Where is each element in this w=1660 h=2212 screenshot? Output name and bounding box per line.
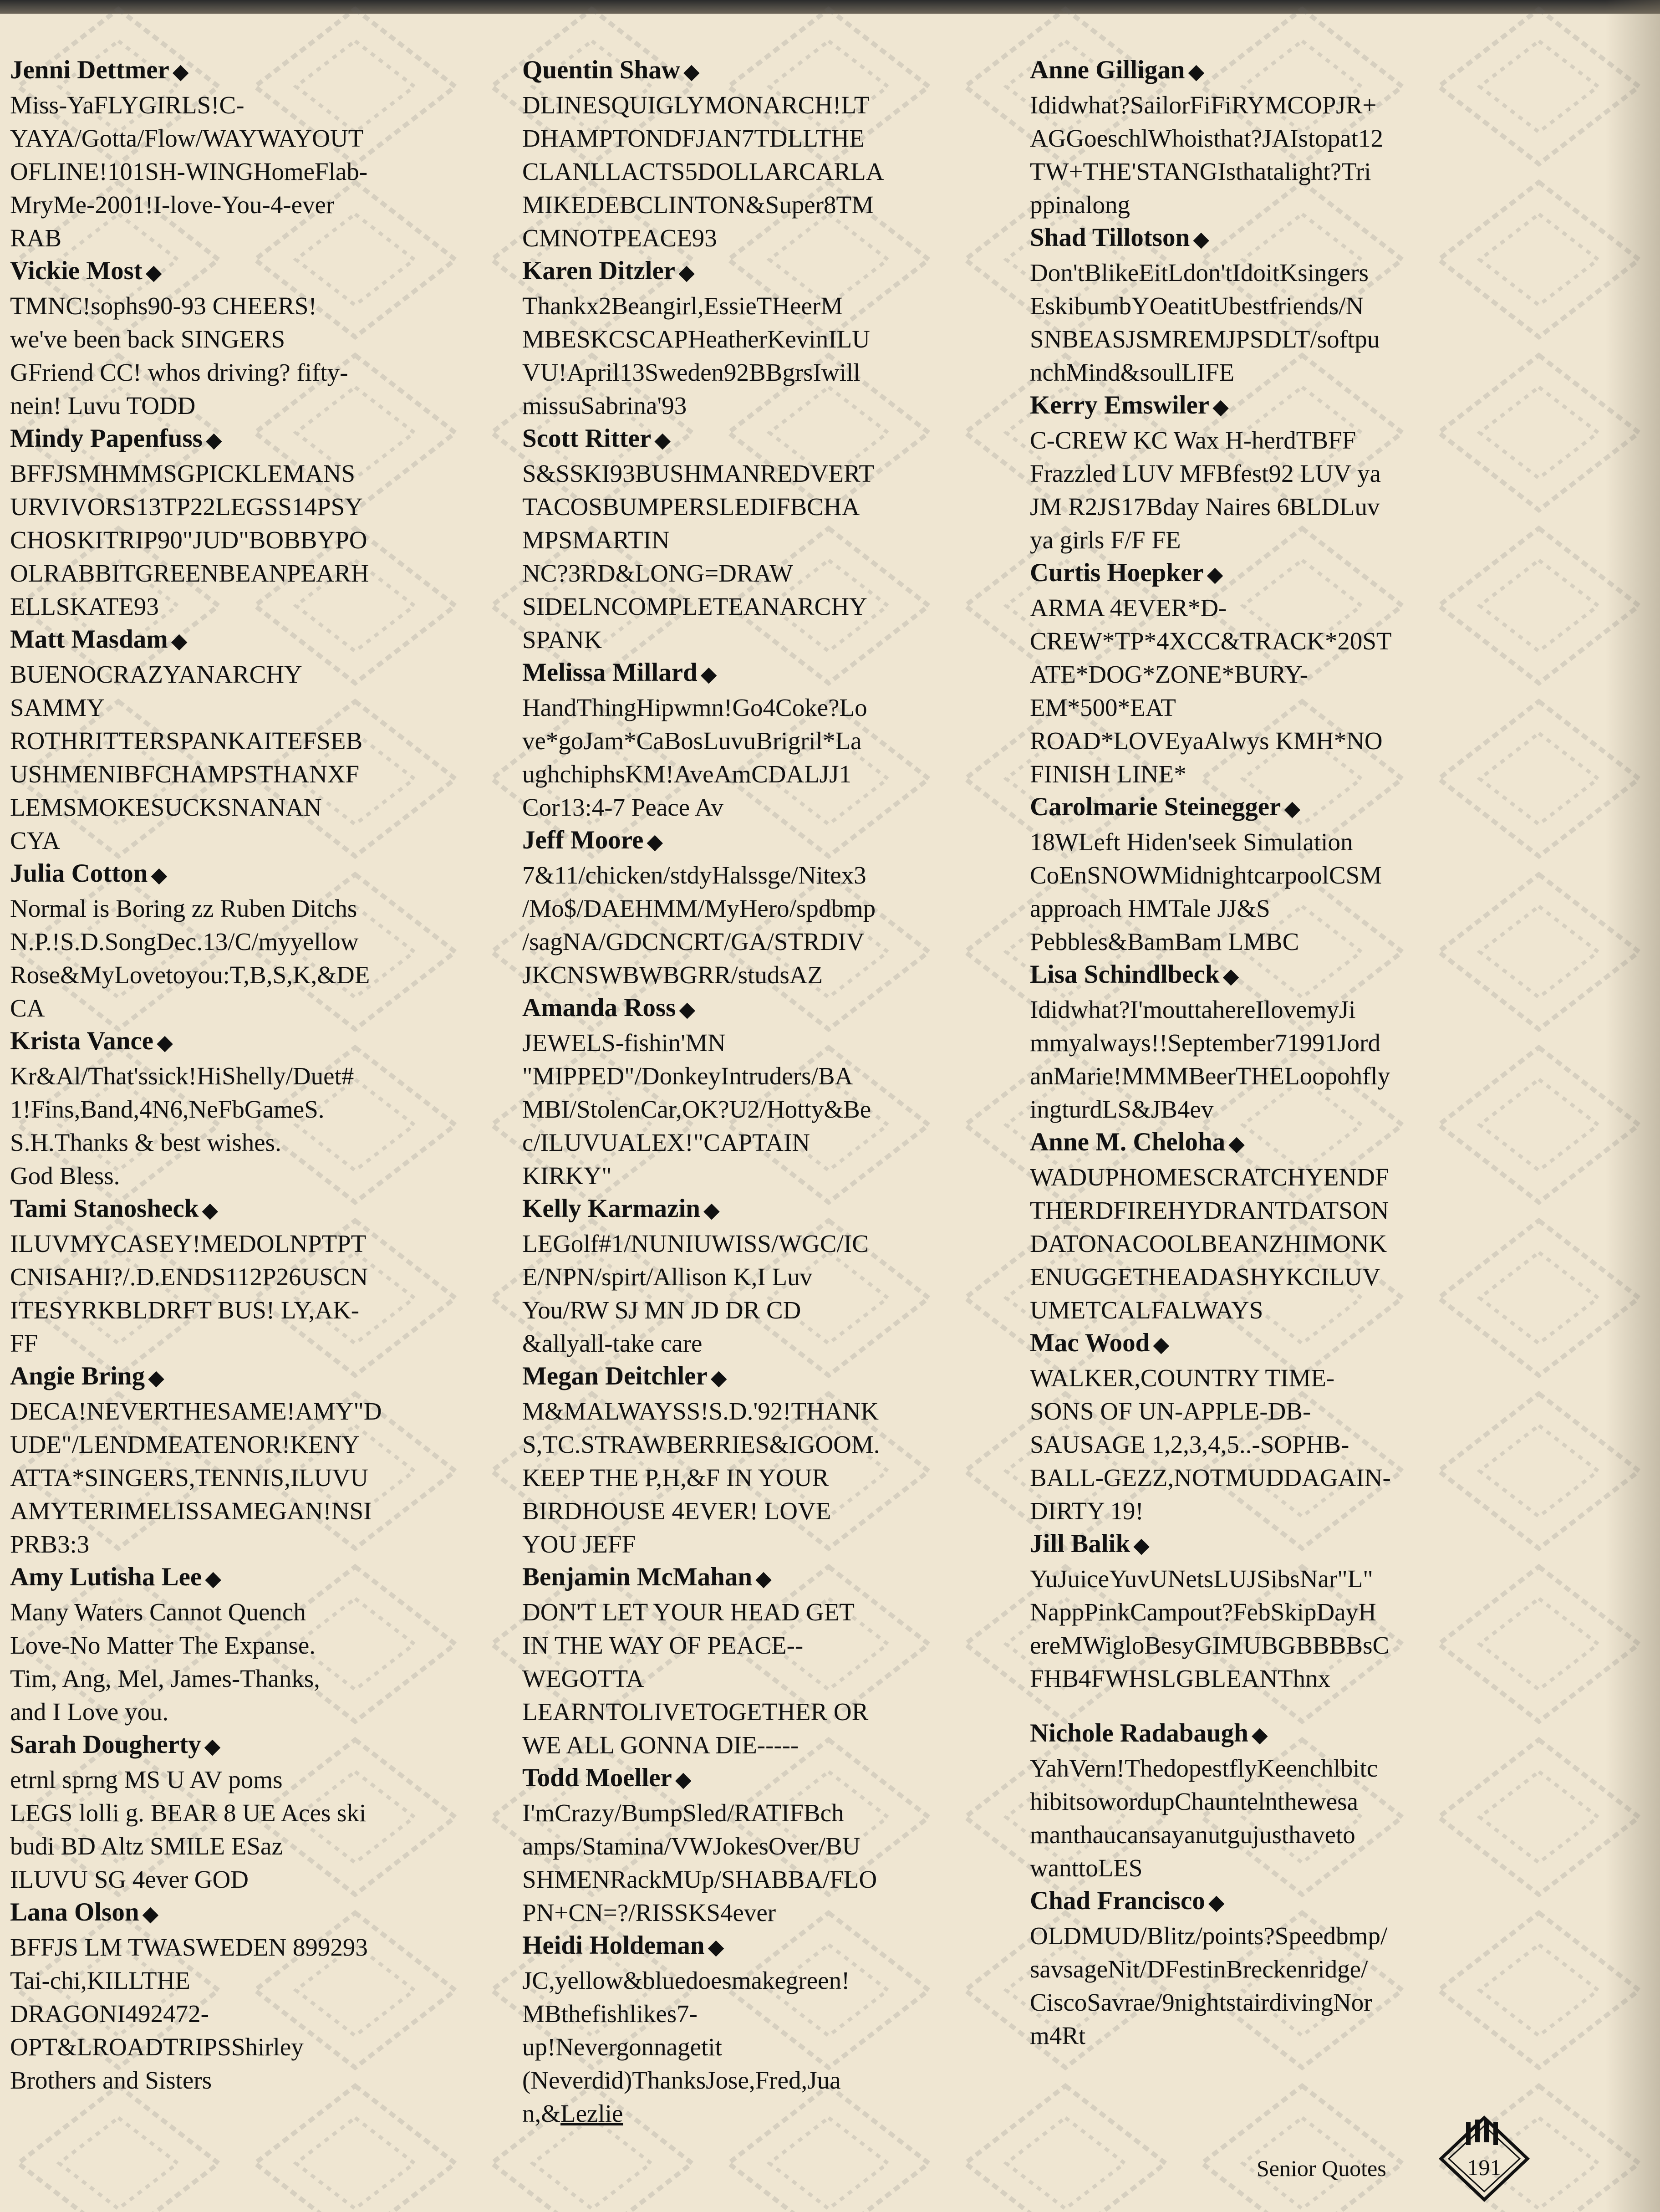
- student-name: [522, 1561, 1028, 1595]
- student-name-text: Kelly Karmazin: [522, 1194, 701, 1223]
- diamond-icon: ◆: [708, 1936, 724, 1958]
- senior-quote: [1030, 1562, 1535, 1695]
- senior-quote-text: etrnl sprng MS U AV poms LEGS lolli g. BEAR 8 UE Aces ski budi BD Altz SMILE ESaz ILUVU SG 4ever GOD: [10, 1766, 367, 1893]
- student-name: [522, 1762, 1028, 1796]
- student-name-text: Lana Olson: [10, 1898, 139, 1926]
- senior-quote-text: YuJuiceYuvUNetsLUJSibsNar"L" NappPinkCampout?FebSkipDayH ereMWigloBesyGIMUBGBBBBsC FHB4FWHSLGBLEANThnx: [1030, 1565, 1390, 1692]
- column-2: [522, 54, 1028, 2130]
- senior-quote: [1030, 424, 1535, 557]
- student-name: [10, 1025, 515, 1059]
- senior-quote-text: YahVern!ThedopestflyKeenchlbitc hibitsowordupChauntelnthewesa manthaucansayanutgujusthaveto wanttoLES: [1030, 1754, 1378, 1882]
- senior-quote: [522, 1026, 1028, 1192]
- quote-entry: [10, 1360, 515, 1561]
- student-name: [1030, 54, 1535, 88]
- diamond-icon: ◆: [756, 1568, 771, 1590]
- quote-entry: [522, 1192, 1028, 1360]
- quote-entry: [1030, 557, 1535, 791]
- senior-quote: [1030, 1160, 1535, 1327]
- quote-entry: [522, 54, 1028, 255]
- student-name-text: Kerry Emswiler: [1030, 391, 1210, 419]
- quote-entry: [10, 1025, 515, 1192]
- senior-quote: [522, 691, 1028, 824]
- student-name-text: Jill Balik: [1030, 1529, 1130, 1558]
- quote-entry: [522, 656, 1028, 824]
- senior-quote-text: I'mCrazy/BumpSled/RATIFBch amps/Stamina/VWJokesOver/BU SHMENRackMUp/SHABBA/FLO PN+CN=?/RISSKS4ever: [522, 1799, 877, 1926]
- student-name: [10, 623, 515, 658]
- student-name: [1030, 1126, 1535, 1160]
- diamond-icon: ◆: [148, 1367, 164, 1389]
- student-name-text: Tami Stanosheck: [10, 1194, 199, 1223]
- diamond-icon: ◆: [205, 1568, 221, 1590]
- quote-entry: [1030, 1885, 1535, 2052]
- diamond-icon: ◆: [146, 261, 162, 284]
- quote-entry: [522, 991, 1028, 1192]
- diamond-icon: ◆: [1193, 228, 1209, 250]
- senior-quote: [10, 1227, 515, 1360]
- quote-entry: [522, 1762, 1028, 1929]
- student-name-text: Anne Gilligan: [1030, 56, 1185, 84]
- section-title: Senior Quotes: [1257, 2156, 1386, 2181]
- page-top-edge: [0, 0, 1660, 14]
- diamond-icon: ◆: [143, 1903, 158, 1925]
- senior-quote-text: WADUPHOMESCRATCHYENDF THERDFIREHYDRANTDATSON DATONACOOLBEANZHIMONK ENUGGETHEADASHYKCILUV UMETCALFALWAYS: [1030, 1163, 1389, 1324]
- quote-entry: [10, 623, 515, 857]
- diamond-icon: ◆: [1153, 1333, 1169, 1356]
- senior-quote-text: 7&11/chicken/stdyHalssge/Nitex3 /Mo$/DAEHMM/MyHero/spdbmp /sagNA/GDCNCRT/GA/STRDIV JKCNSWBWBGRR/studsAZ: [522, 861, 876, 989]
- student-name-text: Jenni Dettmer: [10, 56, 169, 84]
- quote-entry: [1030, 1327, 1535, 1527]
- quote-entry: [1030, 54, 1535, 221]
- senior-quote-text: BFFJS LM TWASWEDEN 899293 Tai-chi,KILLTHE DRAGONI492472- OPT&LROADTRIPSShirley Brothers and Sisters: [10, 1933, 368, 2094]
- student-name-text: Krista Vance: [10, 1027, 154, 1055]
- diamond-icon: ◆: [1188, 61, 1204, 83]
- senior-quote-text: OLDMUD/Blitz/points?Speedbmp/ savsageNit/DFestinBreckenridge/ CiscoSavrae/9nightstairdivingNor m4Rt: [1030, 1922, 1388, 2049]
- senior-quote: [1030, 825, 1535, 958]
- diamond-icon: ◆: [647, 831, 663, 853]
- diamond-icon: ◆: [683, 61, 699, 83]
- student-name: [10, 857, 515, 892]
- page-number: 191: [1467, 2155, 1502, 2180]
- senior-quote-text: 18WLeft Hiden'seek Simulation CoEnSNOWMidnightcarpoolCSM approach HMTale JJ&S Pebbles&BamBam LMBC: [1030, 828, 1382, 955]
- student-name: [522, 1929, 1028, 1964]
- senior-quote-text: JC,yellow&bluedoesmakegreen! MBthefishlikes7- up!Nevergonnagetit (Neverdid)ThanksJose,Fred,Jua n,&: [522, 1967, 850, 2127]
- quote-entry: [10, 422, 515, 623]
- senior-quote-text: BFFJSMHMMSGPICKLEMANS URVIVORS13TP22LEGSS14PSY CHOSKITRIP90"JUD"BOBBYPO OLRABBITGREENBEANPEARH ELLSKATE93: [10, 460, 369, 620]
- diamond-icon: ◆: [1134, 1534, 1149, 1557]
- student-name-text: Sarah Dougherty: [10, 1730, 201, 1759]
- senior-quote: [522, 88, 1028, 255]
- diamond-icon: ◆: [1208, 1891, 1224, 1914]
- senior-quote: [10, 1059, 515, 1192]
- student-name-text: Jeff Moore: [522, 826, 644, 854]
- senior-quote: [1030, 256, 1535, 389]
- student-name: [10, 1728, 515, 1763]
- diamond-icon: ◆: [655, 429, 671, 451]
- student-name: [1030, 1527, 1535, 1562]
- senior-quote-text: DON'T LET YOUR HEAD GET IN THE WAY OF PEACE-- WEGOTTA LEARNTOLIVETOGETHER OR WE ALL GONNA DIE-----: [522, 1598, 869, 1759]
- student-name: [1030, 389, 1535, 424]
- diamond-icon: ◆: [701, 663, 717, 685]
- senior-quote: [522, 1964, 1028, 2130]
- senior-quote: [522, 457, 1028, 656]
- student-name: [10, 1561, 515, 1595]
- senior-quote: [1030, 1919, 1535, 2052]
- senior-quote-text: Miss-YaFLYGIRLS!C- YAYA/Gotta/Flow/WAYWAYOUT OFLINE!101SH-WINGHomeFlab- MryMe-2001!I-love-You-4-ever RAB: [10, 91, 368, 252]
- quote-entry: [10, 1192, 515, 1360]
- student-name-text: Heidi Holdeman: [522, 1931, 705, 1960]
- senior-quote-text: HandThingHipwmn!Go4Coke?Lo ve*goJam*CaBosLuvuBrigril*La ughchiphsKM!AveAmCDALJJ1 Cor13:4-7 Peace Av: [522, 694, 867, 821]
- student-name-text: Todd Moeller: [522, 1763, 672, 1792]
- quote-entry: [10, 1896, 515, 2097]
- diamond-icon: ◆: [711, 1367, 727, 1389]
- senior-quote: [1030, 1752, 1535, 1885]
- student-name: [522, 1360, 1028, 1395]
- senior-quote: [10, 1395, 515, 1561]
- column-1: [10, 54, 515, 2097]
- diamond-icon: ◆: [206, 429, 222, 451]
- senior-quote: [10, 289, 515, 422]
- diamond-icon: ◆: [1229, 1133, 1244, 1155]
- senior-quote: [10, 457, 515, 623]
- column-3: [1030, 54, 1535, 2052]
- student-name: [1030, 557, 1535, 591]
- diamond-icon: ◆: [173, 61, 188, 83]
- student-name-text: Carolmarie Steinegger: [1030, 792, 1281, 821]
- senior-quote: [10, 892, 515, 1025]
- student-name: [1030, 958, 1535, 993]
- student-name-text: Amy Lutisha Lee: [10, 1563, 202, 1591]
- student-name: [522, 255, 1028, 289]
- diamond-icon: ◆: [675, 1768, 691, 1791]
- quote-entry: [1030, 958, 1535, 1126]
- senior-quote-text: S&SSKI93BUSHMANREDVERT TACOSBUMPERSLEDIFBCHA MPSMARTIN NC?3RD&LONG=DRAW SIDELNCOMPLETEANARCHY SPANK: [522, 460, 874, 654]
- senior-quote: [10, 1931, 515, 2097]
- senior-quote-text: ARMA 4EVER*D- CREW*TP*4XCC&TRACK*20ST ATE*DOG*ZONE*BURY- EM*500*EAT ROAD*LOVEyaAlwys KMH*NO FINISH LINE*: [1030, 594, 1392, 788]
- diamond-icon: ◆: [151, 864, 167, 886]
- student-name: [10, 1192, 515, 1227]
- senior-quote: [522, 289, 1028, 422]
- quote-entry: [522, 255, 1028, 422]
- senior-quote: [10, 1763, 515, 1896]
- quote-entry: [10, 857, 515, 1025]
- senior-quote: [10, 88, 515, 255]
- senior-quote-text: Ididwhat?I'mouttahereIlovemyJi mmyalways!!September71991Jord anMarie!MMMBeerTHELoopohfly ingturdLS&JB4ev: [1030, 996, 1390, 1123]
- student-name: [522, 824, 1028, 858]
- quote-entry: [522, 1929, 1028, 2130]
- quote-entry: [1030, 389, 1535, 557]
- diamond-icon: ◆: [202, 1199, 218, 1221]
- senior-quote-text: TMNC!sophs90-93 CHEERS! we've been back SINGERS GFriend CC! whos driving? fifty- nein! Luvu TODD: [10, 292, 348, 419]
- student-name-text: Matt Masdam: [10, 625, 168, 654]
- senior-quote: [522, 1227, 1028, 1360]
- diamond-icon: ◆: [1223, 965, 1239, 987]
- student-name-text: Mindy Papenfuss: [10, 424, 203, 453]
- student-name-text: Scott Ritter: [522, 424, 652, 453]
- quote-entry: [1030, 1527, 1535, 1695]
- senior-quote-text: ILUVMYCASEY!MEDOLNPTPT CNISAHI?/.D.ENDS112P26USCN ITESYRKBLDRFT BUS! LY,AK- FF: [10, 1230, 368, 1357]
- senior-quotes-columns: [10, 54, 1526, 2149]
- student-name: [1030, 1327, 1535, 1361]
- diamond-icon: ◆: [1252, 1724, 1268, 1746]
- quote-entry: [10, 1728, 515, 1896]
- diamond-icon: ◆: [204, 1735, 220, 1757]
- student-name: [10, 1896, 515, 1931]
- student-name-text: Anne M. Cheloha: [1030, 1128, 1226, 1156]
- senior-quote-text: Kr&Al/That'ssick!HiShelly/Duet# 1!Fins,Band,4N6,NeFbGameS. S.H.Thanks & best wishes. God Bless.: [10, 1062, 354, 1190]
- student-name: [522, 422, 1028, 457]
- senior-quote-text: WALKER,COUNTRY TIME- SONS OF UN-APPLE-DB- SAUSAGE 1,2,3,4,5..-SOPHB- BALL-GEZZ,NOTMUDDAGAIN- DIRTY 19!: [1030, 1364, 1391, 1525]
- senior-quote: [10, 658, 515, 857]
- senior-quote: [1030, 88, 1535, 221]
- senior-quote: [1030, 591, 1535, 791]
- student-name: [1030, 221, 1535, 256]
- quote-entry: [1030, 791, 1535, 958]
- student-name: [10, 255, 515, 289]
- quote-entry: [10, 1561, 515, 1728]
- senior-quote: [522, 1395, 1028, 1561]
- student-name: [10, 54, 515, 88]
- student-name: [522, 54, 1028, 88]
- senior-quote-text: LEGolf#1/NUNIUWISS/WGC/IC E/NPN/spirt/Allison K,I Luv You/RW SJ MN JD DR CD &allyall-take care: [522, 1230, 869, 1357]
- senior-quote: [522, 858, 1028, 991]
- student-name-text: Chad Francisco: [1030, 1886, 1205, 1915]
- student-name-text: Benjamin McMahan: [522, 1563, 753, 1591]
- senior-quote-text: DLINESQUIGLYMONARCH!LT DHAMPTONDFJAN7TDLLTHE CLANLLACTS5DOLLARCARLA MIKEDEBCLINTON&Super8TM CMNOTPEACE93: [522, 91, 884, 252]
- diamond-icon: ◆: [1284, 797, 1300, 820]
- student-name: [522, 656, 1028, 691]
- student-name: [522, 991, 1028, 1026]
- student-name-text: Curtis Hoepker: [1030, 558, 1204, 587]
- quote-entry: [10, 255, 515, 422]
- binding-shadow: [1605, 0, 1660, 2212]
- senior-quote-text: M&MALWAYSS!S.D.'92!THANK S,TC.STRAWBERRIES&IGOOM. KEEP THE P,H,&F IN YOUR BIRDHOUSE 4EVER! LOVE YOU JEFF: [522, 1397, 880, 1558]
- student-name-text: Megan Deitchler: [522, 1362, 708, 1390]
- senior-quote: [522, 1796, 1028, 1929]
- senior-quote-text: Many Waters Cannot Quench Love-No Matter The Expanse. Tim, Ang, Mel, James-Thanks, and I Love you.: [10, 1598, 320, 1726]
- senior-quote-text: C-CREW KC Wax H-herdTBFF Frazzled LUV MFBfest92 LUV ya JM R2JS17Bday Naires 6BLDLuv ya girls F/F FE: [1030, 426, 1381, 554]
- student-name-text: Nichole Radabaugh: [1030, 1719, 1248, 1747]
- senior-quote-text: JEWELS-fishin'MN "MIPPED"/DonkeyIntruders/BA MBI/StolenCar,OK?U2/Hotty&Be c/ILUVUALEX!"CAPTAIN KIRKY": [522, 1029, 871, 1190]
- diamond-icon: ◆: [171, 630, 187, 652]
- quote-entry: [522, 1360, 1028, 1561]
- diamond-icon: ◆: [704, 1199, 719, 1221]
- quote-entry: [1030, 221, 1535, 389]
- student-name: [10, 1360, 515, 1395]
- quote-entry: [522, 824, 1028, 991]
- diamond-icon: ◆: [1213, 396, 1228, 418]
- diamond-icon: ◆: [1207, 563, 1223, 586]
- quote-entry: [522, 422, 1028, 656]
- spacer: [1030, 1695, 1535, 1717]
- student-name-text: Mac Wood: [1030, 1328, 1150, 1357]
- senior-quote-text: Ididwhat?SailorFiFiRYMCOPJR+ AGGoeschlWhoisthat?JAIstopat12 TW+THE'STANGIsthatalight?Tri ppinalong: [1030, 91, 1383, 219]
- student-name-text: Karen Ditzler: [522, 256, 676, 285]
- senior-quote-text: DECA!NEVERTHESAME!AMY"D UDE"/LENDMEATENOR!KENY ATTA*SINGERS,TENNIS,ILUVU AMYTERIMELISSAMEGAN!NSI PRB3:3: [10, 1397, 382, 1558]
- senior-quote-text: Normal is Boring zz Ruben Ditchs N.P.!S.D.SongDec.13/C/myyellow Rose&MyLovetoyou:T,B,S,K,&DE CA: [10, 894, 370, 1022]
- quote-entry: [10, 54, 515, 255]
- diamond-icon: ◆: [679, 998, 695, 1021]
- student-name-text: Quentin Shaw: [522, 56, 680, 84]
- student-name-text: Shad Tillotson: [1030, 223, 1190, 252]
- student-name: [1030, 1717, 1535, 1752]
- student-name-text: Julia Cotton: [10, 859, 148, 888]
- quote-entry: [1030, 1717, 1535, 1885]
- student-name-text: Amanda Ross: [522, 993, 676, 1022]
- student-name-text: Angie Bring: [10, 1362, 145, 1390]
- senior-quote-text: BUENOCRAZYANARCHY SAMMY ROTHRITTERSPANKAITEFSEB USHMENIBFCHAMPSTHANXF LEMSMOKESUCKSNANAN CYA: [10, 660, 363, 854]
- student-name: [522, 1192, 1028, 1227]
- senior-quote: [1030, 993, 1535, 1126]
- quote-entry: [522, 1561, 1028, 1762]
- senior-quote-text: Thankx2Beangirl,EssieTHeerM MBESKCSCAPHeatherKevinILU VU!April13Sweden92BBgrsIwill missuSabrina'93: [522, 292, 870, 419]
- diamond-icon: ◆: [157, 1032, 173, 1054]
- student-name: [1030, 1885, 1535, 1919]
- student-name: [1030, 791, 1535, 825]
- student-name-text: Vickie Most: [10, 256, 143, 285]
- student-name-text: Lisa Schindlbeck: [1030, 960, 1220, 989]
- student-name: [10, 422, 515, 457]
- senior-quote: [1030, 1361, 1535, 1527]
- senior-quote: [522, 1595, 1028, 1762]
- student-name-text: Melissa Millard: [522, 658, 698, 687]
- senior-quote: [10, 1595, 515, 1728]
- quote-entry: [1030, 1126, 1535, 1327]
- senior-quote-text: Don'tBlikeEitLdon'tIdoitKsingers EskibumbYOeatitUbestfriends/N SNBEASJSMREMJPSDLT/softpu nchMind&soulLIFE: [1030, 259, 1380, 386]
- diamond-icon: ◆: [679, 261, 694, 284]
- underlined-name: Lezlie: [560, 2100, 623, 2127]
